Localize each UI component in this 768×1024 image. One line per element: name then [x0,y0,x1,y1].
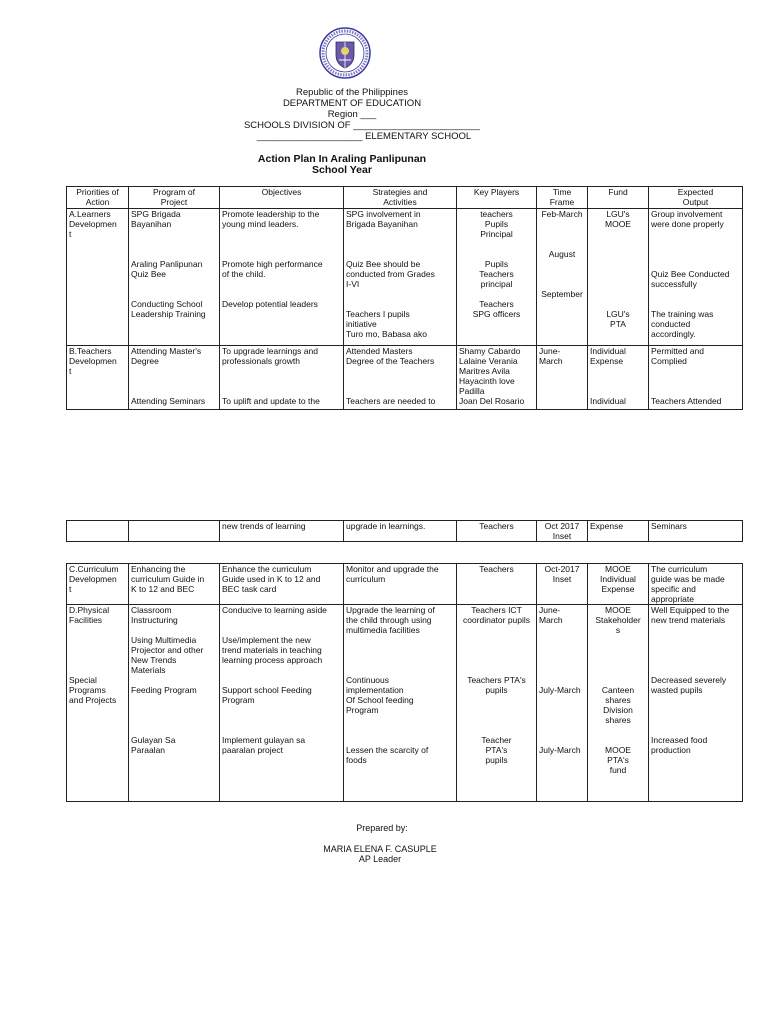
col-header-objectives: Objectives [220,187,344,209]
col-header-program: Program of Project [129,187,220,209]
program-cell [129,521,220,542]
strategies-cell: SPG involvement in Brigada Bayanihan Quiz Bee should be conducted from Grades I-VI Teachers I pupils initiative Turo mo, Babasa ako [344,209,457,346]
fund-cell: Expense [588,521,649,542]
table-row [67,564,743,605]
expected-output-cell: Seminars [649,521,743,542]
school-year-label: School Year [312,164,372,176]
time-frame-cell: Feb-March August September [537,209,588,346]
header-republic: Republic of the Philippines [296,87,408,98]
fund-cell: LGU's MOOE LGU's PTA [588,209,649,346]
strategies-cell: Upgrade the learning of the child through using multimedia facilities Continuous implementation Of School feeding Program Lessen the scarcity of foods [344,605,457,802]
action-plan-table-3 [66,563,743,802]
action-plan-table-2 [66,520,743,542]
col-header-time-frame: Time Frame [537,187,588,209]
priority-cell: B.Teachers Developmen t [67,346,129,410]
priority-cell: C.Curriculum Developmen t [67,564,129,605]
header-school: ____________________ ELEMENTARY SCHOOL [256,131,472,142]
time-frame-cell: June- March July-March July-March [537,605,588,802]
key-players-cell: teachers Pupils Principal Pupils Teachers principal Teachers SPG officers [457,209,537,346]
header-department: DEPARTMENT OF EDUCATION [282,98,422,109]
fund-cell: MOOE Individual Expense [588,564,649,605]
col-header-expected-output: Expected Output [649,187,743,209]
table-row [67,346,743,410]
fund-cell: MOOE Stakeholder s Canteen shares Division shares MOOE PTA's fund [588,605,649,802]
header-region: Region ___ [327,109,377,120]
strategies-cell: Monitor and upgrade the curriculum [344,564,457,605]
key-players-cell: Shamy Cabardo Lalaine Verania Maritres Avila Hayacinth love Padilla Joan Del Rosario [457,346,537,410]
objectives-cell: Enhance the curriculum Guide used in K to 12 and BEC task card [220,564,344,605]
expected-output-cell: Well Equipped to the new trend materials Decreased severely wasted pupils Increased food production [649,605,743,802]
document-title: Action Plan In Araling Panlipunan [257,153,427,165]
priority-cell: D.Physical Facilities Special Programs and Projects [67,605,129,802]
table-header-row [67,187,743,209]
table-row [67,209,743,346]
table-row [67,605,743,802]
program-cell: Enhancing the curriculum Guide in K to 12 and BEC [129,564,220,605]
priority-cell [67,521,129,542]
col-header-key-players: Key Players [457,187,537,209]
action-plan-table-1 [66,186,743,410]
key-players-cell: Teachers [457,521,537,542]
col-header-fund: Fund [588,187,649,209]
strategies-cell: upgrade in learnings. [344,521,457,542]
strategies-cell: Attended Masters Degree of the Teachers Teachers are needed to [344,346,457,410]
program-cell: Classroom Instructuring Using Multimedia Projector and other New Trends Materials Feeding Program Gulayan Sa Paraalan [129,605,220,802]
preparer-name: MARIA ELENA F. CASUPLE [323,844,437,854]
fund-cell: Individual Expense Individual [588,346,649,410]
header-division: SCHOOLS DIVISION OF ________________________ [243,120,481,131]
key-players-cell: Teachers ICT coordinator pupils Teachers PTA's pupils Teacher PTA's pupils [457,605,537,802]
expected-output-cell: Permitted and Complied Teachers Attended [649,346,743,410]
expected-output-cell: Group involvement were done properly Quiz Bee Conducted successfully The training was conducted accordingly. [649,209,743,346]
prepared-by-label: Prepared by: [356,823,408,833]
time-frame-cell: Oct-2017 Inset [537,564,588,605]
preparer-role: AP Leader [358,854,402,864]
col-header-priorities: Priorities of Action [67,187,129,209]
col-header-strategies: Strategies and Activities [344,187,457,209]
deped-seal-logo [319,27,371,79]
objectives-cell: Promote leadership to the young mind leaders. Promote high performance of the child. Develop potential leaders [220,209,344,346]
program-cell: Attending Master's Degree Attending Seminars [129,346,220,410]
objectives-cell: To upgrade learnings and professionals growth To uplift and update to the [220,346,344,410]
time-frame-cell: Oct 2017 Inset [537,521,588,542]
objectives-cell: new trends of learning [220,521,344,542]
priority-cell: A.Learners Developmen t [67,209,129,346]
key-players-cell: Teachers [457,564,537,605]
program-cell: SPG Brigada Bayanihan Araling Panlipunan Quiz Bee Conducting School Leadership Training [129,209,220,346]
expected-output-cell: The curriculum guide was be made specific and appropriate [649,564,743,605]
objectives-cell: Conducive to learning aside Use/implement the new trend materials in teaching learning process approach Support school Feeding Program Implement gulayan sa paaralan project [220,605,344,802]
table-row [67,521,743,542]
time-frame-cell: June- March [537,346,588,410]
